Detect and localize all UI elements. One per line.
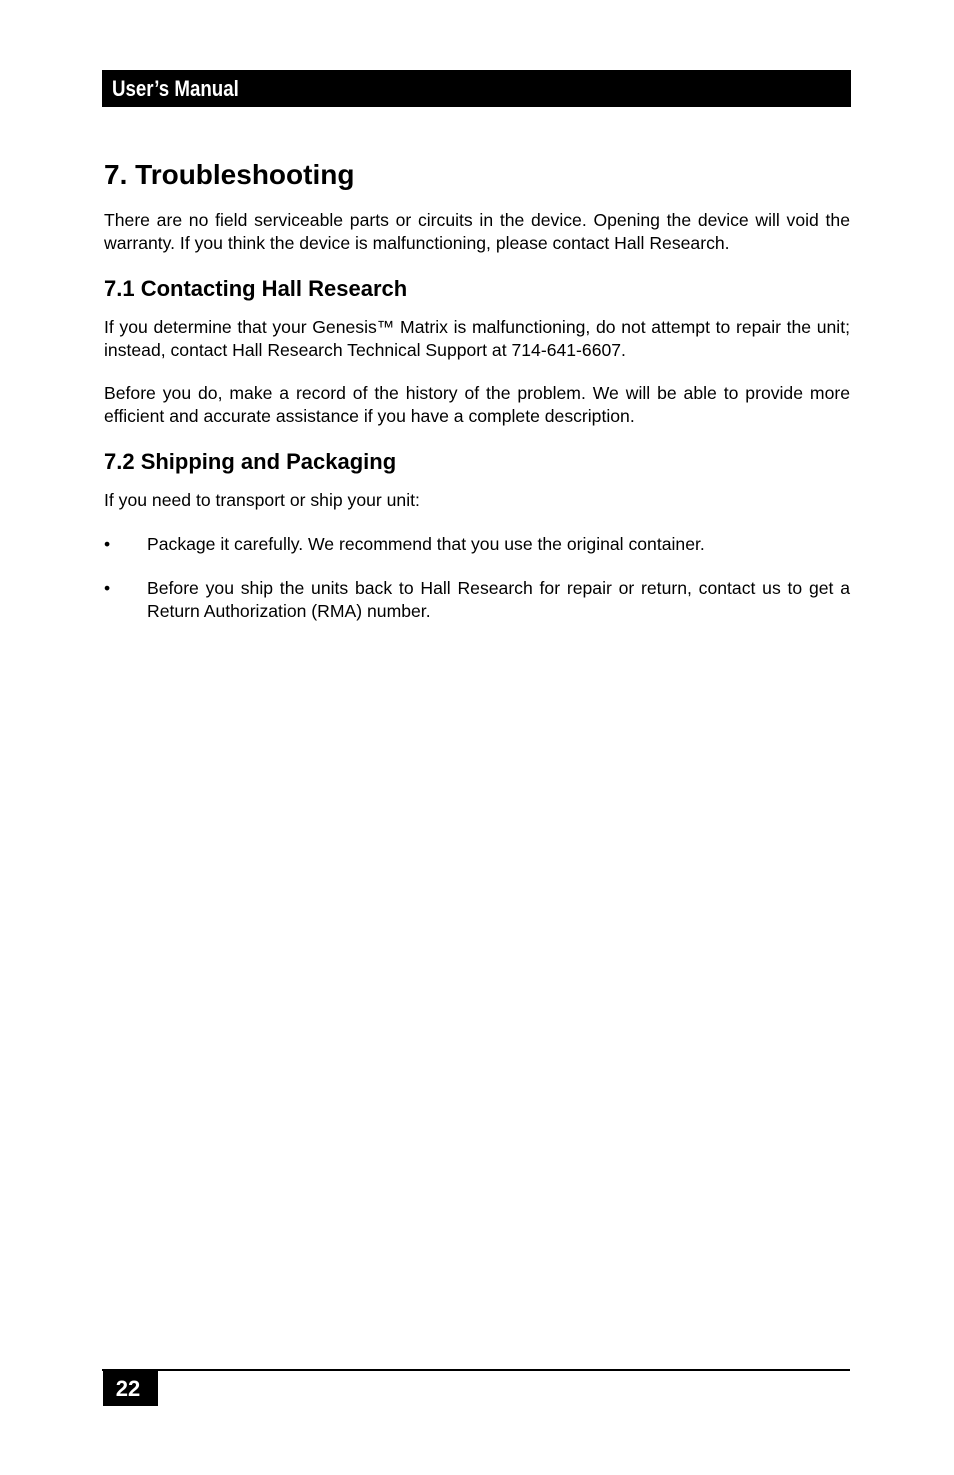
- page-number: 22: [115, 1376, 141, 1401]
- list-item-text: Before you ship the units back to Hall Research for repair or return, contact us to get a Return Authorization (RMA) number.: [147, 578, 850, 621]
- paragraph: Before you do, make a record of the history of the problem. We will be able to provide more efficient and accurate assistance if you have a complete description.: [104, 383, 850, 426]
- chapter-title: 7. Troubleshooting: [104, 159, 355, 190]
- header-title: User’s Manual: [112, 76, 239, 101]
- section-title-contacting: 7.1 Contacting Hall Research: [104, 276, 408, 301]
- chapter-intro: There are no field serviceable parts or circuits in the device. Opening the device will void the warranty. If you think the device is malfunctioning, please contact Hall Research.: [104, 210, 850, 253]
- paragraph: If you need to transport or ship your unit:: [104, 490, 420, 510]
- bullet-list: [104, 533, 850, 623]
- list-item-text: Package it carefully. We recommend that you use the original container.: [147, 533, 705, 554]
- list-item: [104, 533, 850, 556]
- bullet-icon: •: [104, 578, 111, 598]
- page-content: [104, 155, 850, 622]
- header-bar: [102, 70, 851, 107]
- bullet-icon: •: [104, 533, 111, 554]
- paragraph: If you determine that your Genesis™ Matrix is malfunctioning, do not attempt to repair the unit; instead, contact Hall Research Technical Support at 714-641-6607.: [104, 317, 850, 360]
- list-item: [104, 577, 850, 622]
- page-number-box: [103, 1371, 158, 1406]
- section-title-shipping: 7.2 Shipping and Packaging: [104, 449, 397, 474]
- footer-rule: [102, 1369, 850, 1371]
